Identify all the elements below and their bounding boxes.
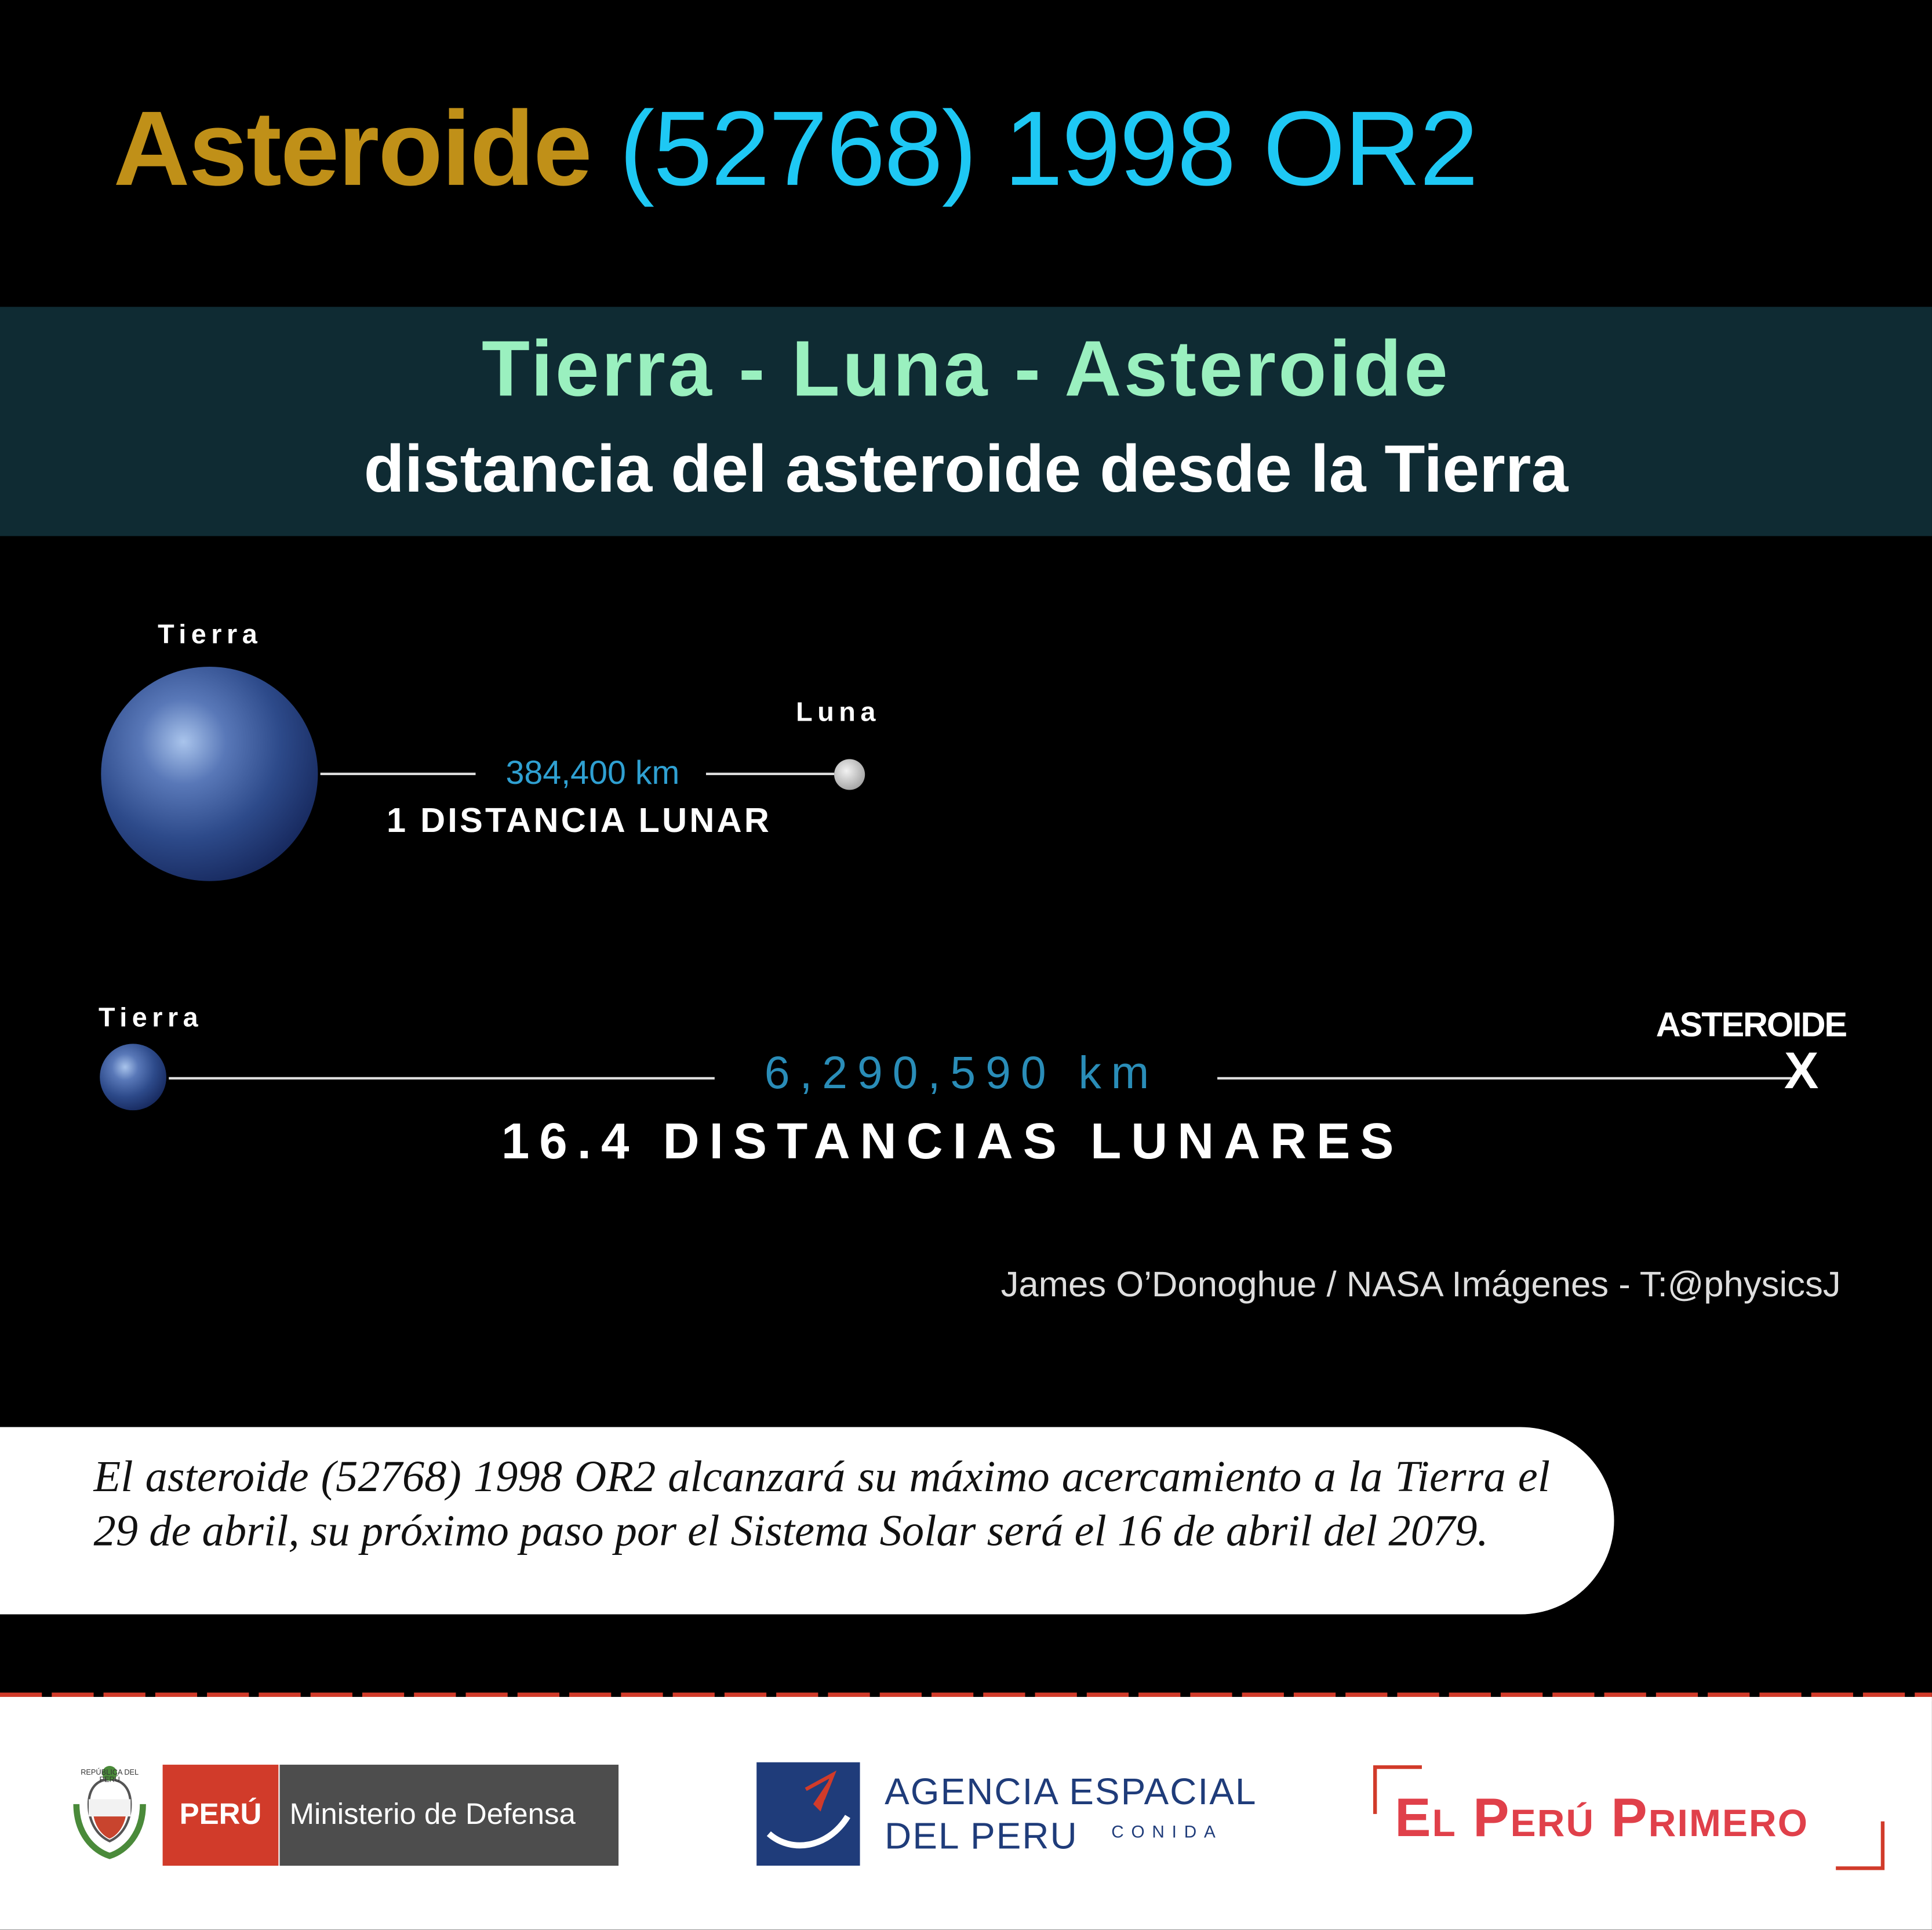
moon-distance-km: 384,400 km <box>505 754 680 791</box>
agency-name-line2: DEL PERU <box>885 1816 1078 1858</box>
title-asteroid-designation: (52768) 1998 OR2 <box>619 90 1478 209</box>
earth-image-large <box>101 667 318 881</box>
page-title <box>114 89 1478 210</box>
band-heading: Tierra - Luna - Asteroide <box>481 324 1450 413</box>
earth-image-small <box>100 1044 166 1110</box>
slogan: El Perú Primero <box>1395 1788 1809 1849</box>
agency-name-line1: AGENCIA ESPACIAL <box>885 1772 1257 1813</box>
asteroid-distance-km: 6,290,590 km <box>764 1047 1159 1098</box>
asteroid-marker: X <box>1784 1041 1819 1100</box>
earth-label-1: Tierra <box>158 619 263 650</box>
seal-caption: REPÚBLICA DEL PERÚ <box>81 1769 139 1784</box>
asteroid-label: ASTEROIDE <box>1656 1005 1846 1044</box>
image-credit: James O’Donoghue / NASA Imágenes - T:@physicsJ <box>1000 1265 1841 1306</box>
distance-line-left-2 <box>169 1077 715 1080</box>
agency-subtitle: CONIDA <box>1111 1821 1223 1841</box>
earth-label-2: Tierra <box>99 1002 203 1033</box>
band-subheading: distancia del asteroide desde la Tierra <box>363 432 1569 507</box>
distance-line-right-2 <box>1217 1077 1792 1080</box>
lunar-distances-label: 16.4 DISTANCIAS LUNARES <box>501 1113 1404 1170</box>
distance-line-left-1 <box>321 773 476 775</box>
lunar-distance-label: 1 DISTANCIA LUNAR <box>386 801 772 839</box>
title-asteroid-word: Asteroide <box>113 90 591 209</box>
conida-logo-icon <box>756 1762 860 1866</box>
info-text: El asteroide (52768) 1998 OR2 alcanzará su máximo acercamiento a la Tierra el 29 de abril, su próximo paso por el Sistema Solar será el 16 de abril del 2079. <box>93 1451 1551 1555</box>
distance-line-right-1 <box>706 773 834 775</box>
ministry-label: Ministerio de Defensa <box>280 1765 619 1866</box>
peru-label: PERÚ <box>163 1765 279 1866</box>
moon-image <box>834 759 865 790</box>
moon-label: Luna <box>796 696 881 728</box>
